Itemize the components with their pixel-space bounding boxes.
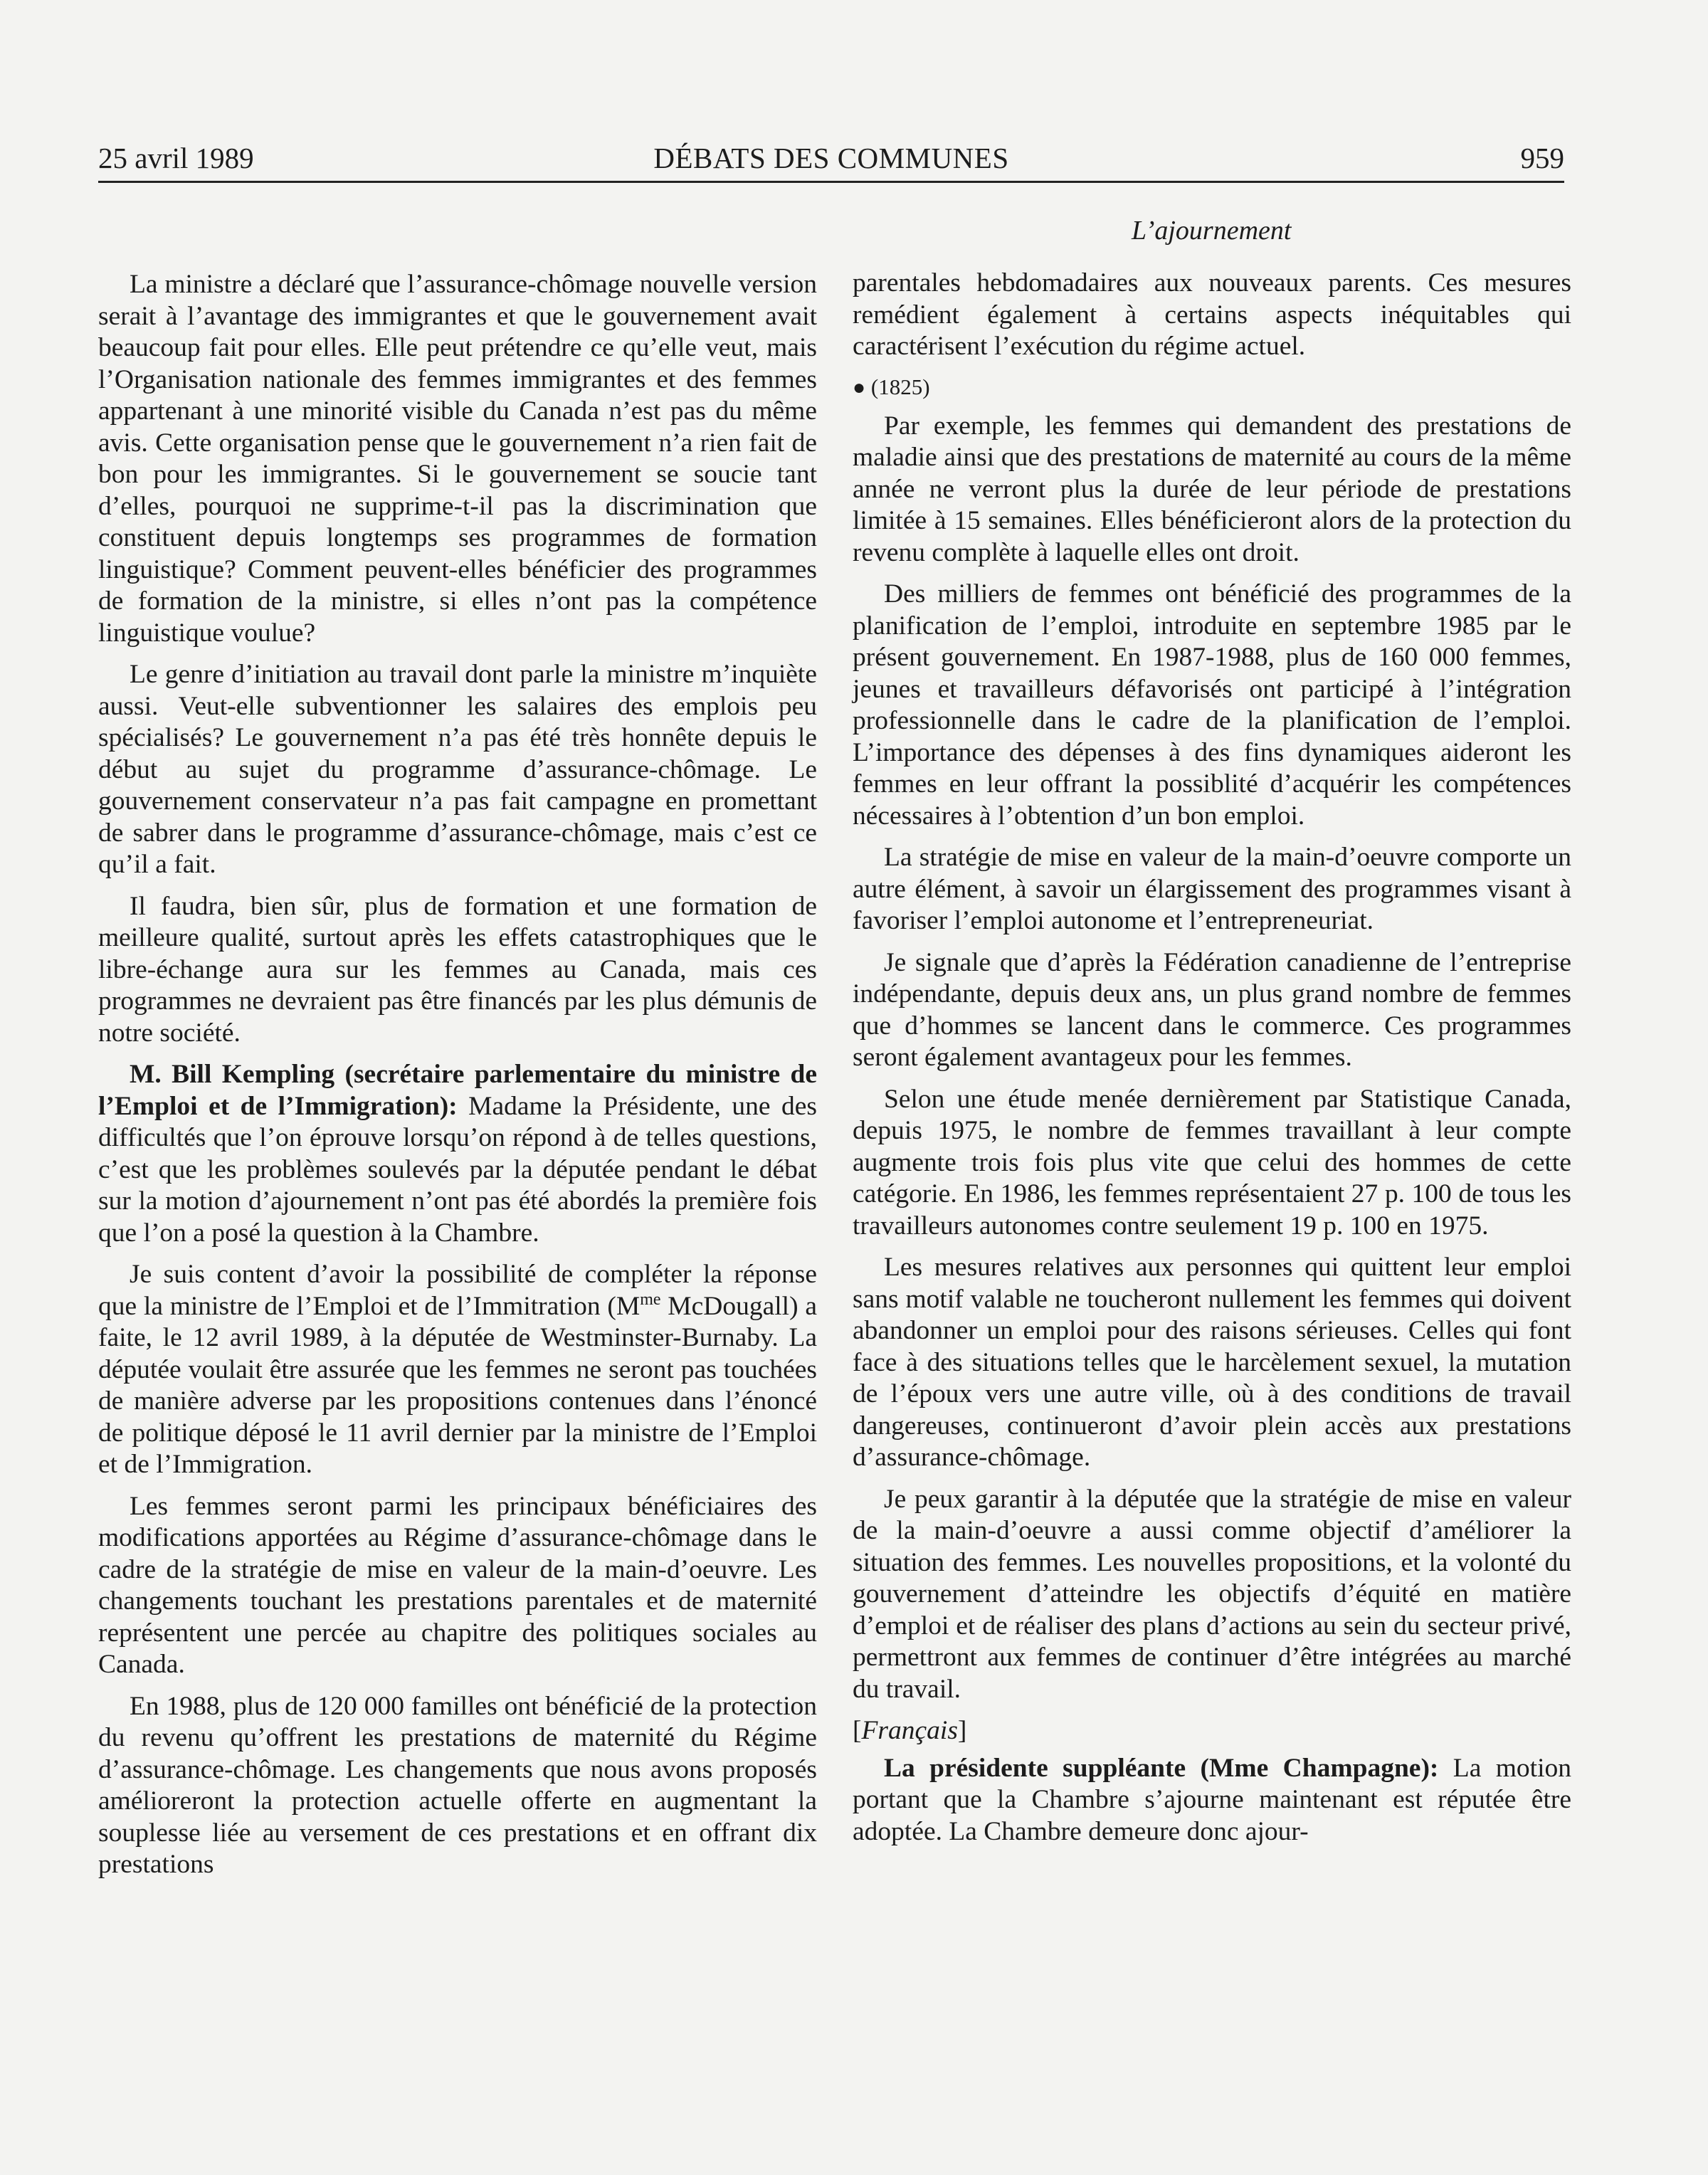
paragraph: Je signale que d’après la Fédération canadienne de l’entreprise indépendante, depuis deux ans, un plus grand nombre de femmes que d’hommes se lancent dans le commerce. Ces programmes seront également avantageux pour les femmes. bbox=[853, 947, 1571, 1072]
time-marker-text: (1825) bbox=[870, 374, 930, 399]
header-date: 25 avril 1989 bbox=[98, 142, 254, 174]
section-title: L’ajournement bbox=[1132, 216, 1292, 246]
paragraph-text: Je suis content d’avoir la possibilité de compléter la réponse que la ministre de l’Emploi et de l’Immitration (M bbox=[98, 1260, 817, 1321]
paragraph: Je peux garantir à la députée que la stratégie de mise en valeur de la main-d’oeuvre a aussi comme objectif d’améliorer la situation des femmes. Les nouvelles propositions, et la volonté du gouvernement d’atteindre les objectifs d’équité en matière d’emploi et de réaliser des plans d’actions au sein du secteur privé, permettront aux femmes de continuer d’être intégrées au marché du travail. bbox=[853, 1484, 1571, 1704]
paragraph: Selon une étude menée dernièrement par Statistique Canada, depuis 1975, le nombre de femmes travaillant à leur compte augmente trois fois plus vite que celui des hommes de cette catégorie. En 1986, les femmes représentaient 27 p. 100 de tous les travailleurs autonomes contre seulement 19 p. 100 en 1975. bbox=[853, 1084, 1571, 1241]
page-number: 959 bbox=[1520, 142, 1564, 174]
paragraph: La stratégie de mise en valeur de la main-d’oeuvre comporte un autre élément, à savoir un élargissement des programmes visant à favoriser l’emploi autonome et l’entrepreneuriat. bbox=[853, 843, 1571, 935]
paragraph: Les mesures relatives aux personnes qui quittent leur emploi sans motif valable ne toucheront nullement les femmes qui doivent abandonner un emploi pour des raisons sérieuses. Celles qui font face à des situations telles que le harcèlement sexuel, la mutation de l’époux vers une autre ville, où à des conditions de travail dangereuses, continueront d’avoir plein accès aux prestations d’assurance-chômage. bbox=[853, 1253, 1571, 1472]
paragraph: La ministre a déclaré que l’assurance-chômage nouvelle version serait à l’avantage des immigrantes et que le gouvernement avait beaucoup fait pour elles. Elle peut prétendre ce qu’elle veut, mais l’Organisation nationale des femmes immigrantes et des femmes appartenant à une minorité visible du Canada n’est pas du même avis. Cette organisation pense que le gouvernement n’a rien fait de bon pour les immigrantes. Si le gouvernement se soucie tant d’elles, pourquoi ne supprime-t-il pas la discrimination que constituent depuis longtemps ses programmes de formation linguistique? Comment peuvent-elles bénéficier des programmes de formation de la ministre, si elles n’ont pas la compétence linguistique voulue? bbox=[98, 270, 817, 648]
language-label: Français bbox=[861, 1716, 958, 1745]
speaker-paragraph bbox=[853, 1753, 1571, 1848]
paragraph: Il faudra, bien sûr, plus de formation et une formation de meilleure qualité, surtout après les effets catastrophiques que le libre-échange aura sur les femmes au Canada, mais ces programmes ne devraient pas être financés par les plus démunis de notre société. bbox=[98, 891, 817, 1048]
speaker-name: M. Bill Kempling (secrétaire parlementaire du ministre de l’Emploi et de l’Immigration): bbox=[98, 1060, 817, 1121]
header-rule bbox=[98, 181, 1564, 183]
paragraph: Le genre d’initiation au travail dont parle la ministre m’inquiète aussi. Veut-elle subventionner les salaires des emplois peu spécialisés? Le gouvernement n’a pas été très honnête depuis le début au sujet du programme d’assurance-chômage. Le gouvernement conservateur n’a pas fait campagne en promettant de sabrer dans le programme d’assurance-chômage, mais c’est ce qu’il a fait. bbox=[98, 660, 817, 879]
paragraph: parentales hebdomadaires aux nouveaux parents. Ces mesures remédient également à certains aspects inéquitables qui caractérisent l’exécution du régime actuel. bbox=[853, 268, 1571, 361]
paragraph: Les femmes seront parmi les principaux bénéficiaires des modifications apportées au Régime d’assurance-chômage dans le cadre de la stratégie de mise en valeur de la main-d’oeuvre. Les changements touchant les prestations parentales et de maternité représentent une percée au chapitre des politiques sociales au Canada. bbox=[98, 1491, 817, 1679]
speaker-name: La présidente suppléante (Mme Champagne): bbox=[884, 1753, 1439, 1783]
header-title: DÉBATS DES COMMUNES bbox=[653, 142, 1009, 174]
paragraph: Des milliers de femmes ont bénéficié des programmes de la planification de l’emploi, introduite en septembre 1985 par le présent gouvernement. En 1987-1988, plus de 160 000 femmes, jeunes et travailleurs défavorisés ont participé à l’intégration professionnelle dans le cadre de la planification de l’emploi. L’importance des dépenses à des fins dynamiques aideront les femmes en leur offrant la possiblité d’acquérir les compétences nécessaires à l’obtention d’un bon emploi. bbox=[853, 579, 1571, 831]
page-header bbox=[98, 139, 1564, 177]
speech-text: La motion portant que la Chambre s’ajourne maintenant est réputée être adoptée. La Chambre demeure donc ajour- bbox=[853, 1753, 1571, 1846]
paragraph bbox=[98, 1259, 817, 1481]
right-column bbox=[853, 268, 1571, 1858]
paragraph: En 1988, plus de 120 000 familles ont bénéficié de la protection du revenu qu’offrent les prestations de maternité du Régime d’assurance-chômage. Les changements que nous avons proposés amélioreront la protection actuelle offerte en augmentant la souplesse liée au versement de ces prestations et en offrant dix prestations bbox=[98, 1691, 817, 1879]
language-marker: [Français] bbox=[853, 1716, 967, 1745]
bullet-icon: ● bbox=[853, 375, 866, 399]
paragraph-text: McDougall) a faite, le 12 avril 1989, à la députée de Westminster-Burnaby. La députée voulait être assurée que les femmes ne seront pas touchées de manière adverse par les propositions contenues dans l’énoncé de politique déposé le 11 avril dernier par la ministre de l’Emploi et de l’Immigration. bbox=[98, 1291, 817, 1479]
paragraph: Par exemple, les femmes qui demandent des prestations de maladie ainsi que des prestations de maternité au cours de la même année ne verront plus la durée de leur période de prestations limitée à 15 semaines. Elles bénéficieront alors de la protection du revenu complète à laquelle elles ont droit. bbox=[853, 411, 1571, 567]
speaker-paragraph bbox=[98, 1059, 817, 1249]
left-column bbox=[98, 269, 817, 1891]
speech-text: Madame la Présidente, une des difficultés que l’on éprouve lorsqu’on répond à de telles questions, c’est que les problèmes soulevés par la députée pendant le débat sur la motion d’ajournement n’ont pas été abordés la première fois que l’on a posé la question à la Chambre. bbox=[98, 1091, 817, 1248]
time-marker bbox=[853, 373, 1571, 402]
superscript: me bbox=[640, 1290, 661, 1309]
